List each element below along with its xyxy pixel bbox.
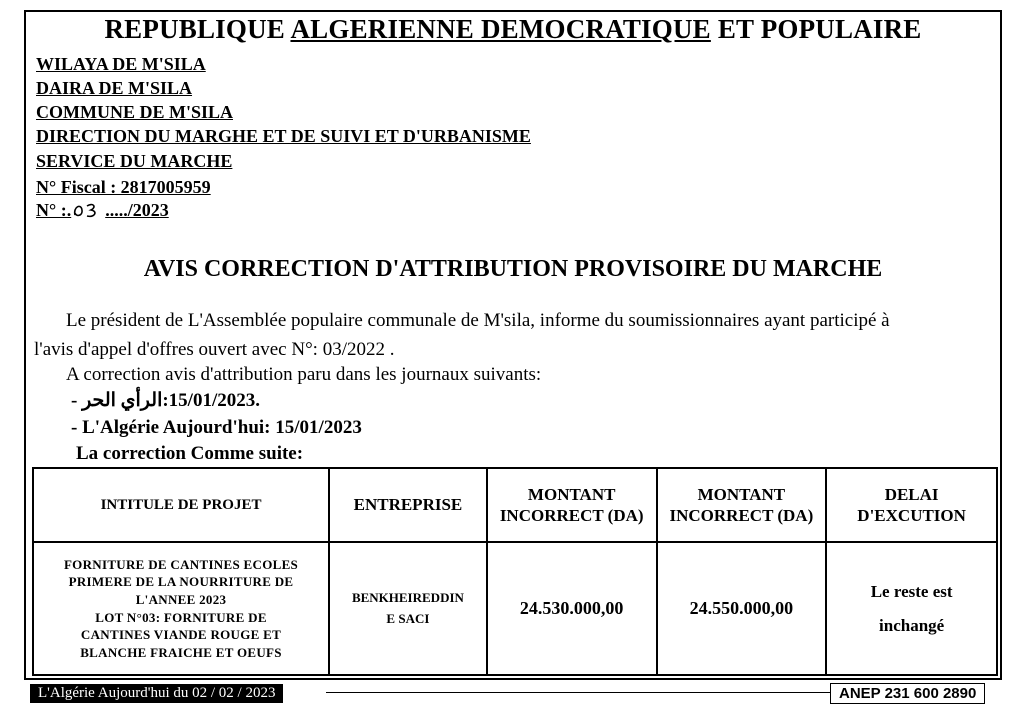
table-header-row — [33, 468, 997, 542]
header-projet: INTITULE DE PROJET — [33, 468, 329, 542]
journal-1 — [71, 391, 260, 410]
notice-title: AVIS CORRECTION D'ATTRIBUTION PROVISOIRE DU MARCHE — [143, 256, 883, 282]
cell-delai — [826, 542, 997, 675]
table-row — [33, 542, 997, 675]
fiscal-number: N° Fiscal : 2817005959 — [36, 177, 211, 197]
paragraph-line-3: A correction avis d'attribution paru dans les journaux suivants: — [66, 364, 542, 385]
projet-line: FORNITURE DE CANTINES ECOLES — [63, 556, 299, 572]
projet-line: BLANCHE FRAICHE ET OEUFS — [80, 644, 282, 660]
entreprise-line: E SACI — [386, 610, 430, 626]
service-line: SERVICE DU MARCHE — [36, 151, 233, 171]
reference-suffix: ...../2023 — [105, 200, 169, 220]
notice-frame — [24, 10, 1002, 680]
footer-anep: ANEP 231 600 2890 — [830, 683, 985, 704]
handwritten-number-icon — [71, 201, 105, 219]
country-title — [26, 14, 1000, 45]
correction-table — [32, 467, 998, 676]
wilaya-line: WILAYA DE M'SILA — [36, 54, 206, 74]
entreprise-line: BENKHEIREDDIN — [351, 589, 464, 605]
header-montant-2: MONTANT INCORRECT (DA) — [657, 468, 827, 542]
projet-line: PRIMERE DE LA NOURRITURE DE — [68, 574, 294, 590]
journal-2: - L'Algérie Aujourd'hui: 15/01/2023 — [71, 417, 362, 438]
title-part-1: REPUBLIQUE — [104, 14, 291, 44]
reference-prefix: N° :. — [36, 200, 72, 220]
reference-number — [36, 201, 169, 219]
journal-1-date: :15/01/2023. — [162, 390, 260, 411]
paragraph-line-1: Le président de L'Assemblée populaire communale de M'sila, informe du soumissionnaires ayant participé à — [66, 310, 890, 331]
paragraph-line-2: l'avis d'appel d'offres ouvert avec N°: 03/2022 . — [34, 339, 395, 360]
title-part-2: ALGERIENNE DEMOCRATIQUE — [290, 14, 711, 44]
delai-line: inchangé — [879, 615, 945, 635]
footer-source: L'Algérie Aujourd'hui du 02 / 02 / 2023 — [30, 684, 283, 703]
projet-line: LOT N°03: FORNITURE DE — [95, 609, 267, 625]
cell-projet — [33, 542, 329, 675]
journal-1-dash: - — [71, 390, 83, 411]
footer-divider — [326, 692, 830, 693]
correction-intro: La correction Comme suite: — [76, 443, 304, 464]
journal-1-name: الرأي الحر — [82, 390, 163, 411]
header-delai: DELAI D'EXCUTION — [826, 468, 997, 542]
commune-line: COMMUNE DE M'SILA — [36, 102, 233, 122]
cell-montant-1: 24.530.000,00 — [487, 542, 657, 675]
cell-entreprise — [329, 542, 487, 675]
title-part-3: ET POPULAIRE — [710, 14, 922, 44]
projet-line: L'ANNEE 2023 — [135, 591, 227, 607]
header-entreprise: ENTREPRISE — [329, 468, 487, 542]
delai-line: Le reste est — [870, 581, 953, 601]
daira-line: DAIRA DE M'SILA — [36, 78, 193, 98]
cell-montant-2: 24.550.000,00 — [657, 542, 827, 675]
header-montant-1: MONTANT INCORRECT (DA) — [487, 468, 657, 542]
direction-line: DIRECTION DU MARGHE ET DE SUIVI ET D'URBANISME — [36, 126, 531, 146]
projet-line: CANTINES VIANDE ROUGE ET — [80, 627, 282, 643]
